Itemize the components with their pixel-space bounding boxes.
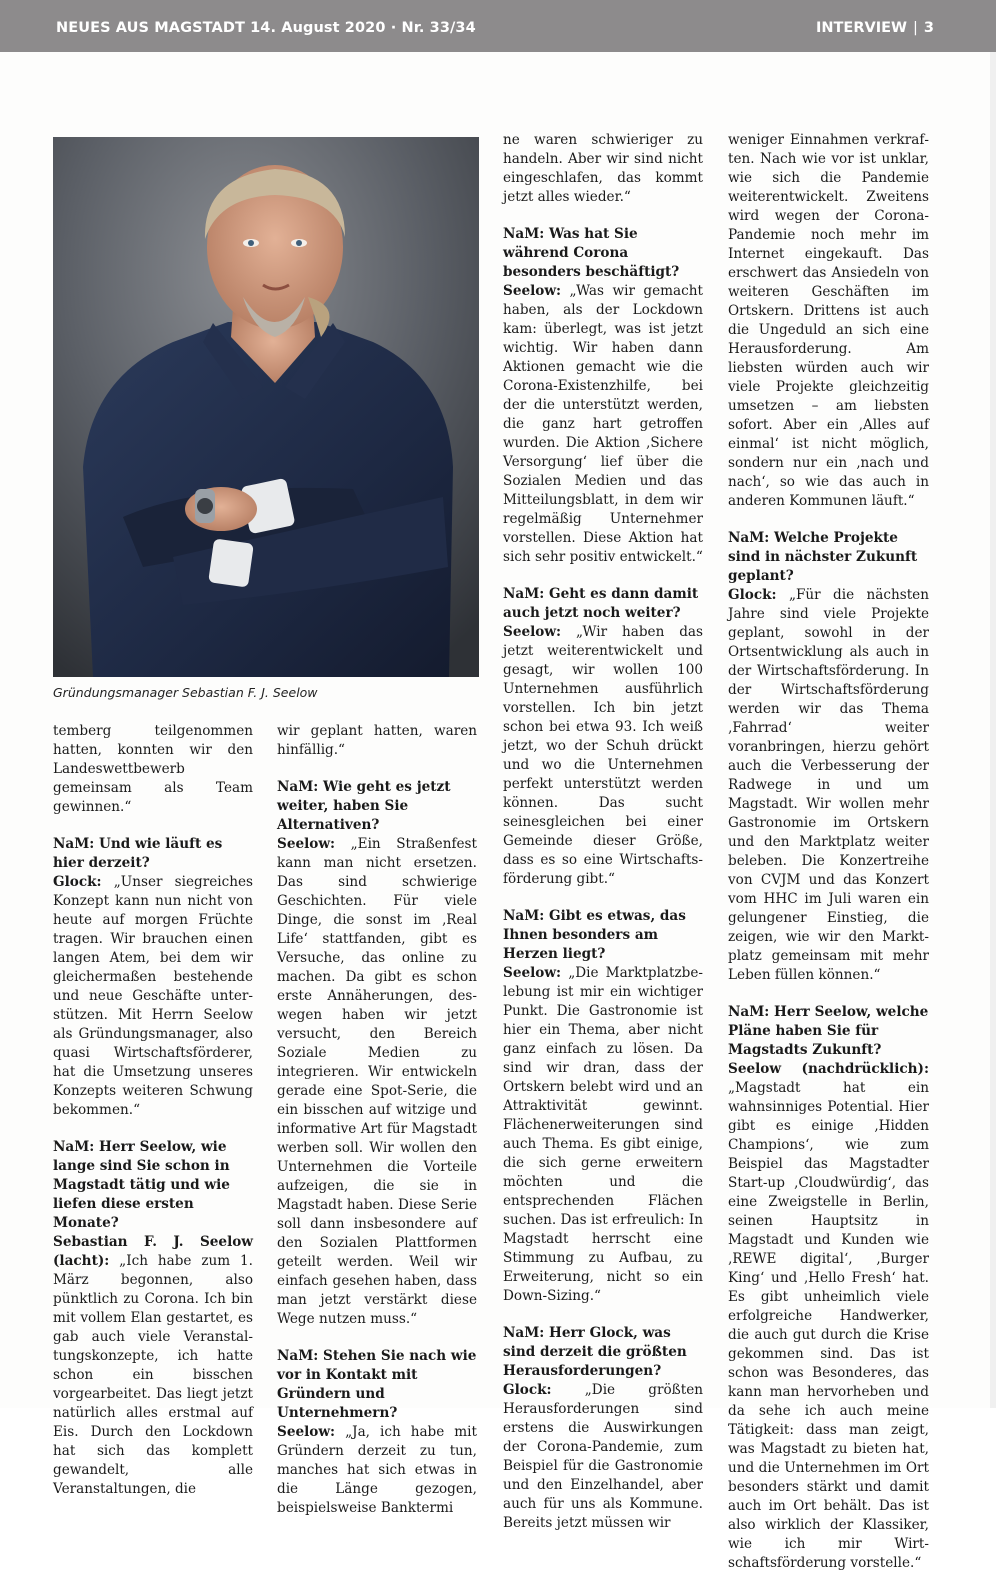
article-column-1 [53,722,253,1517]
answer-text: „Ja, ich habe mit Gründern derzeit zu tun, manches hat sich etwas in die Länge gezogen, beispielsweise Banktermi [277,1424,477,1516]
question: NaM: Herr Seelow, welche Pläne haben Sie für Magstadts Zukunft? [728,1004,929,1058]
speaker: Glock: [503,1382,552,1398]
answer [503,1381,703,1533]
question: NaM: Herr Seelow, wie lange sind Sie schon in Magstadt tätig und wie liefen diese ersten Monate? [53,1139,230,1231]
page-header [0,0,996,52]
answer [53,1233,253,1499]
question: NaM: Stehen Sie nach wie vor in Kontakt mit Gründern und Unternehmern? [277,1348,477,1421]
speaker: Glock: [53,874,102,890]
section-label [816,20,934,36]
answer-text: „Magstadt hat ein wahnsinniges Potential. Hier gibt es einige ‚Hidden Champions‘, wie zum Beispiel das Magstadter Start-up ‚Cloudwürdig‘, das eine Zweigstelle in Berlin, seinen Hauptsitz in Magstadt und Kunden wie ‚REWE digital‘, ‚Burger King‘ und ‚Hello Fresh‘ hat. Es gibt unheimlich viele erfolgreiche Handwerker, die auch gut durch die Krise gekommen sind. Das ist schon was Besonderes, das kann man hervorheben und da sehe ich auch meine Tätigkeit: dass man zeigt, was Magstadt zu bieten hat, und die Unternehmen im Ort besonders stärkt und damit auch im Ort behält. Das ist also wirklich der Klassiker, wie ich mir Wirtschaftsförderung vorstelle.“ [728,1080,929,1571]
question: NaM: Wie geht es jetzt weiter, haben Sie Alternativen? [277,779,451,833]
question: NaM: Welche Projekte sind in nächster Zukunft geplant? [728,530,918,584]
answer [503,964,703,1306]
photo-caption: Gründungsmanager Sebastian F. J. Seelow [53,685,318,700]
speaker: Seelow: [503,965,562,981]
article-column-4 [728,131,929,1591]
answer-text: „Was wir gemacht haben, als der Lockdown kam: überlegt, was ist jetzt wichtig. Wir haben dann Aktionen gemacht wie die Corona-Existenzhilfe, bei der die unterstützt werden, die ganz hart getroffen wurden. Die Aktion ‚Sichere Versorgung‘ lief über die Sozialen Medien und das Mitteilungsblatt, in dem wir regelmäßig Unternehmer vorstellen. Diese Aktion hat sich sehr positiv entwickelt.“ [503,283,703,565]
speaker: Seelow (nachdrücklich): [728,1061,929,1077]
question: NaM: Gibt es etwas, das Ihnen besonders am Herzen liegt? [503,908,686,962]
paragraph: weniger Einnahmen verkraften. Nach wie vor ist unklar, wie sich die Pandemie weiterentwickelt. Zweitens wird wegen der Corona-Pandemie noch mehr im Internet eingekauft. Das erschwert das Ansiedeln von weiteren Geschäften im Ortskern. Drittens ist auch die Ungeduld an sich eine Herausforderung. Am liebsten würden auch wir viele Projekte gleichzeitig umsetzen – am liebsten sofort. Aber ein ‚Alles auf einmal‘ ist nicht möglich, sondern nur ein ‚nach und nach‘, so wie das auch in anderen Kommunen läuft.“ [728,132,929,509]
answer-text: „Wir haben das jetzt weiterentwickelt und gesagt, wir wollen 100 Unternehmen ausführlich vorstellen. Ich bin jetzt schon bei etwa 93. Ich weiß jetzt, wo der Schuh drückt und wo die Unternehmen perfekt unterstützt werden können. Das sucht seinesgleichen bei einer Gemeinde dieser Größe, dass es so eine Wirtschaftsförderung gibt.“ [503,624,703,887]
speaker: Seelow: [503,283,562,299]
answer-text: „Für die nächsten Jahre sind viele Projekte geplant, sowohl in der Ortsentwicklung als auch in der Wirtschaftsförderung. In der Wirtschaftsförderung werden wir das Thema ‚Fahrrad‘ weiter voranbringen, hierzu gehört auch die Verbesserung der Radwege in und um Magstadt. Wir wollen mehr Gastronomie im Ortskern und den Marktplatz weiter beleben. Die Konzertreihe von CVJM und das Konzert vom HHC im Juli waren ein gelungener Einstieg, die zeigen, wie wir den Marktplatz gemeinsam mit mehr Leben füllen können.“ [728,587,929,983]
answer-text: „Die größten Herausforderungen sind erstens die Auswirkungen der Corona-Pandemie, zum Beispiel für die Gastronomie und den Einzelhandel, aber auch für uns als Kommune. Bereits jetzt müssen wir [503,1382,703,1531]
speaker: Seelow: [277,1424,336,1440]
separator: | [913,20,918,36]
speaker: Glock: [728,587,777,603]
question: NaM: Was hat Sie während Corona besonders beschäftigt? [503,226,680,280]
answer-text: „Unser siegreiches Konzept kann nun nicht von heute auf morgen Früchte tragen. Wir brauchen einen langen Atem, bei dem wir gleichermaßen bestehende und neue Geschäfte unterstützen. Mit Herrn Seelow als Gründungsmanager, also quasi Wirtschaftsförderer, hat die Umsetzung unseres Konzepts weiteren Schwung bekommen.“ [53,874,253,1118]
section-name: INTERVIEW [816,20,908,36]
answer [728,586,929,985]
speaker: Seelow: [503,624,562,640]
paragraph: wir geplant hatten, waren hinfällig.“ [277,723,477,758]
publication-title: NEUES AUS MAGSTADT 14. August 2020 · Nr. 33/34 [56,20,476,36]
portrait-photo [53,137,479,677]
question: NaM: Geht es dann damit auch jetzt noch weiter? [503,586,699,621]
answer [277,1423,477,1518]
answer [503,623,703,889]
answer-text: „Ein Straßenfest kann man nicht ersetzen. Das sind schwierige Geschichten. Für viele Dinge, die sonst im ‚Real Life‘ stattfanden, gibt es Versuche, das online zu machen. Da gibt es schon erste Annäherungen, deswegen haben wir jetzt versucht, den Bereich Soziale Medien zu integrieren. Wir entwickeln gerade eine Spot-Serie, die ein bisschen auf witzige und informative Art für Magstadt werben soll. Wir wollen den Unternehmen die Vorteile aufzeigen, die sie in Magstadt haben. Diese Serie soll dann insbesondere auf den Sozialen Plattformen geteilt werden. Weil wir einfach gesehen haben, dass man jetzt verstärkt diese Wege nutzen muss.“ [277,836,477,1327]
answer-text: „Ich habe zum 1. März begonnen, also pünktlich zu Corona. Ich bin mit vollem Elan gestartet, es gab auch viele Veranstaltungskonzepte, ich hatte schon ein bisschen vorgearbeitet. Das liegt jetzt natürlich alles erstmal auf Eis. Durch den Lockdown hat sich das komplett gewandelt, alle Veranstaltungen, die [53,1253,253,1497]
speaker: Sebastian F. J. Seelow (lacht): [53,1234,253,1269]
paragraph: temberg teilgenommen hatten, konnten wir den Landeswettbewerb gemeinsam als Team gewinnen.“ [53,723,253,815]
answer [503,282,703,567]
speaker: Seelow: [277,836,336,852]
question: NaM: Und wie läuft es hier derzeit? [53,836,223,871]
scan-edge [990,52,996,1408]
question: NaM: Herr Glock, was sind derzeit die größten Herausforderungen? [503,1325,687,1379]
paragraph: ne waren schwieriger zu handeln. Aber wir sind nicht eingeschlafen, das kommt jetzt alles wieder.“ [503,132,703,205]
answer [53,873,253,1120]
page-number: 3 [923,20,934,36]
answer-text: „Die Marktplatzbelebung ist mir ein wichtiger Punkt. Die Gastronomie ist hier ein Thema, aber nicht ganz einfach zu lösen. Da sind wir dran, dass der Ortskern belebt wird und an Attraktivität gewinnt. Flächenerweiterungen sind auch Thema. Es gibt einige, die sich gerne erweitern möchten und die entsprechenden Flächen suchen. Das ist erfreulich: In Magstadt herrscht eine Stimmung zu Aufbau, zu Erweiterung, nicht so ein Down-Sizing.“ [503,965,703,1304]
article-column-2 [277,722,477,1536]
answer [277,835,477,1329]
article-column-3 [503,131,703,1551]
answer [728,1060,929,1573]
